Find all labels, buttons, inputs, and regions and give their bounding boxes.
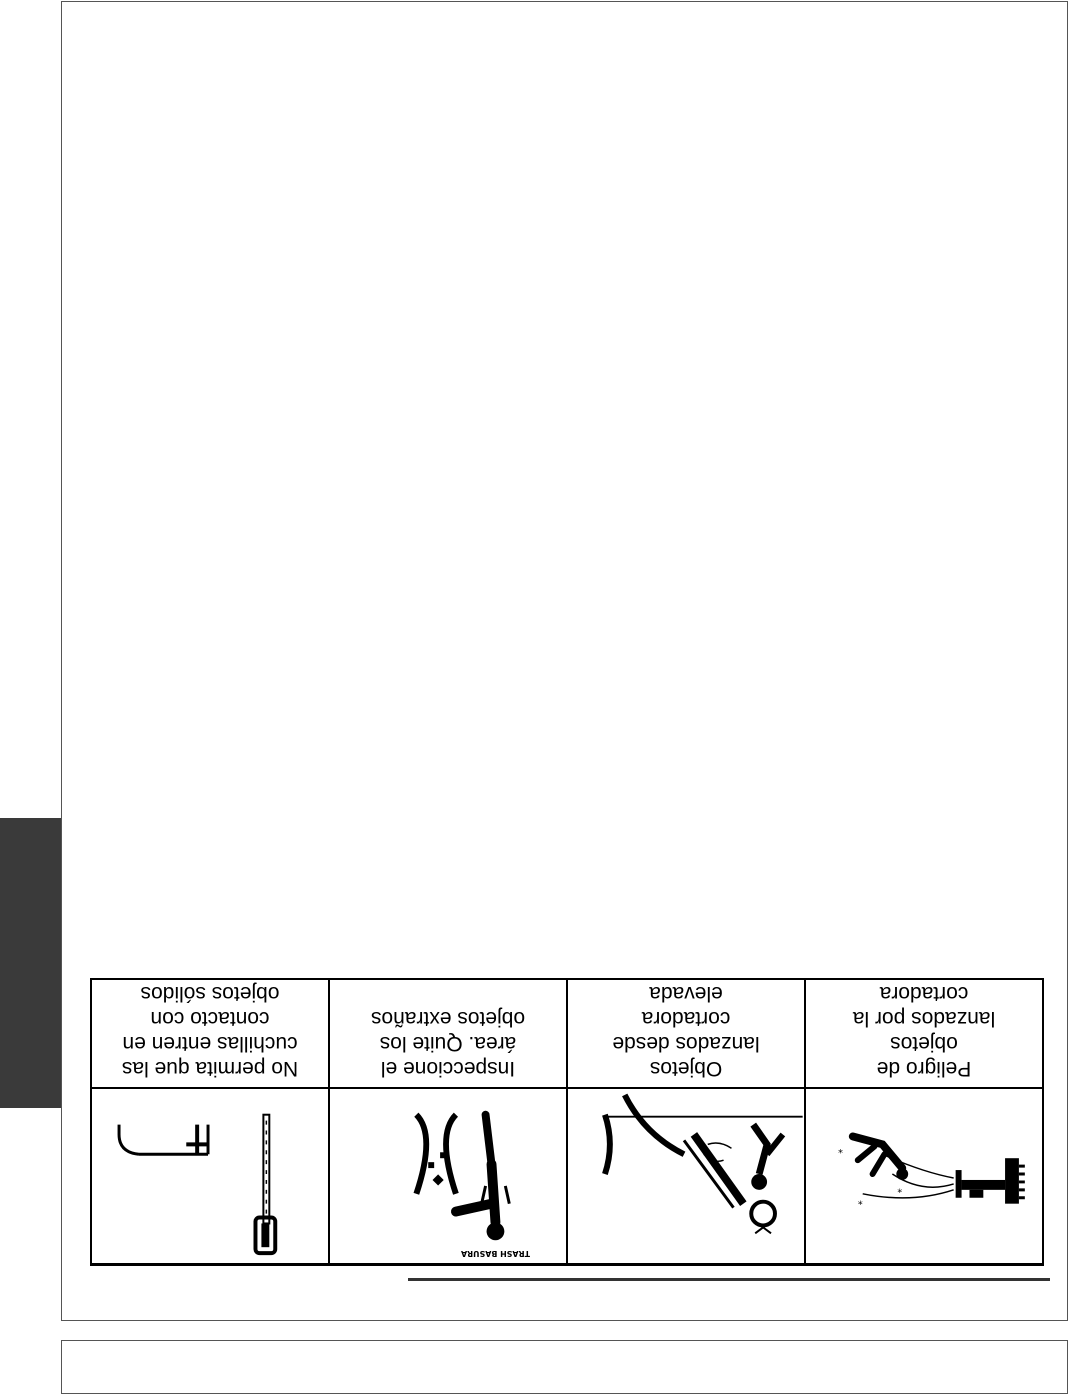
decal-caption: No permita que las cuchillas entren en contacto con objetos sólidos	[121, 982, 299, 1080]
decal-panel-thrown-objects	[806, 980, 1042, 1263]
decal-panel-inspect-area	[330, 980, 568, 1263]
svg-text:*: *	[897, 1182, 903, 1194]
decal-panel-blade-contact	[92, 980, 330, 1263]
trash-pickup-icon	[330, 1087, 566, 1263]
raised-mower-icon	[568, 1087, 804, 1263]
decal-rotated-content	[92, 980, 1042, 1263]
decal-panel-raised-mower	[568, 980, 806, 1263]
blade-contact-icon	[92, 1087, 328, 1263]
svg-text:*: *	[857, 1194, 863, 1206]
thrown-objects-icon	[806, 1087, 1042, 1263]
section-tab	[0, 818, 62, 1108]
svg-text:*: *	[837, 1143, 843, 1155]
decal-caption: Inspeccione el área. Quite los objetos extraños	[370, 1007, 526, 1080]
decal-caption: Objetos lanzados desde cortadora elevada	[612, 982, 760, 1080]
section-divider	[408, 1278, 1050, 1281]
decal-caption: Peligro de objetos lanzados por la cortadora	[852, 982, 996, 1080]
trash-label-text: TRASH BASURA	[460, 1249, 530, 1259]
safety-decal	[90, 978, 1044, 1266]
footer-box	[61, 1340, 1068, 1394]
